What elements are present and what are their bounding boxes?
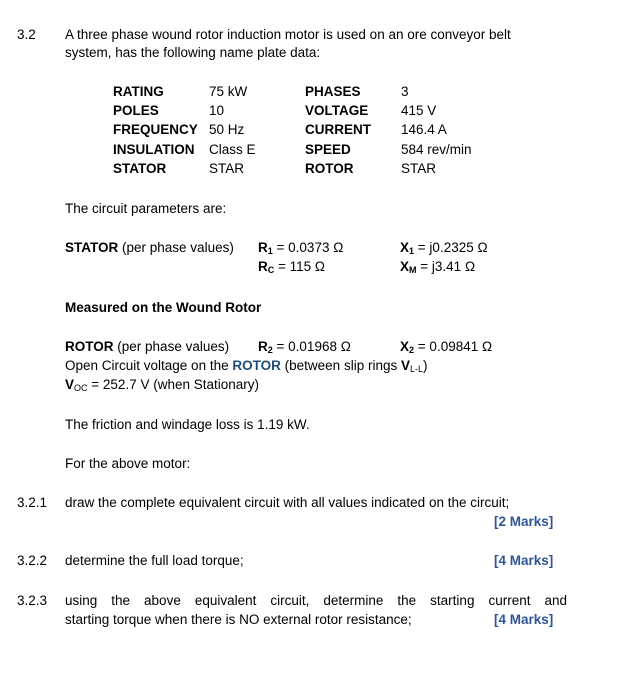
r2-symbol: R	[258, 339, 268, 354]
nameplate-label: SPEED	[305, 142, 351, 157]
ocv-text-2: (between slip rings	[284, 358, 398, 373]
nameplate-value: 50 Hz	[209, 122, 245, 137]
x1-value: = j0.2325 Ω	[417, 240, 488, 255]
nameplate-value: STAR	[401, 161, 437, 176]
nameplate-label: CURRENT	[305, 122, 371, 137]
r1-value: = 0.0373 Ω	[276, 240, 344, 255]
vll-close: )	[423, 358, 428, 373]
nameplate-label: ROTOR	[305, 161, 354, 176]
nameplate-value: 10	[209, 103, 225, 118]
nameplate-value: 584 rev/min	[401, 142, 472, 157]
x2-value: = 0.09841 Ω	[417, 339, 493, 354]
vll-subscript: L-L	[410, 364, 424, 374]
question-number: 3.2.1	[17, 495, 48, 510]
x2-subscript: 2	[409, 345, 415, 355]
rc-subscript: C	[267, 265, 275, 275]
rotor-note: (per phase values)	[117, 339, 230, 354]
xm-value: = j3.41 Ω	[420, 259, 476, 274]
r2-subscript: 2	[267, 345, 273, 355]
x1-param	[400, 240, 488, 256]
nameplate-label: STATOR	[113, 161, 167, 176]
rc-param	[258, 259, 325, 275]
section-number: 3.2	[17, 27, 36, 42]
nameplate-label: POLES	[113, 103, 159, 118]
for-motor-line: For the above motor:	[65, 456, 191, 471]
rc-value: = 115 Ω	[278, 259, 326, 274]
stator-note: (per phase values)	[122, 240, 234, 255]
question-text: determine the full load torque;	[65, 553, 244, 568]
voc-line	[65, 377, 259, 393]
nameplate-label: FREQUENCY	[113, 122, 198, 137]
rc-symbol: R	[258, 259, 268, 274]
voc-symbol: V	[65, 377, 75, 392]
x1-symbol: X	[400, 240, 410, 255]
voc-value: = 252.7 V (when Stationary)	[91, 377, 260, 392]
rotor-params-label	[65, 339, 229, 354]
question-text: draw the complete equivalent circuit with all values indicated on the circuit;	[65, 495, 510, 510]
rotor-heading: Measured on the Wound Rotor	[65, 300, 262, 315]
question-text: using the above equivalent circuit, determine the starting current and	[65, 593, 567, 608]
question-number: 3.2.3	[17, 593, 48, 608]
losses-line: The friction and windage loss is 1.19 kW.	[65, 417, 310, 432]
question-marks: [4 Marks]	[494, 612, 554, 627]
intro-line-2: system, has the following name plate data:	[65, 45, 321, 60]
nameplate-value: Class E	[209, 142, 256, 157]
r2-value: = 0.01968 Ω	[276, 339, 351, 354]
vll-symbol: V	[400, 358, 410, 373]
r1-subscript: 1	[267, 246, 273, 256]
circuit-heading: The circuit parameters are:	[65, 201, 227, 216]
x2-symbol: X	[400, 339, 410, 354]
ocv-text: Open Circuit voltage on the	[65, 358, 229, 373]
nameplate-label: RATING	[113, 84, 164, 99]
x1-subscript: 1	[409, 246, 415, 256]
rotor-label: ROTOR	[65, 339, 114, 354]
voc-subscript: OC	[74, 383, 88, 393]
nameplate-value: 3	[401, 84, 409, 99]
nameplate-value: 415 V	[401, 103, 437, 118]
x2-param	[400, 339, 492, 355]
r2-param	[258, 339, 351, 355]
open-circuit-line	[65, 358, 428, 374]
xm-subscript: M	[409, 265, 417, 275]
nameplate-value: STAR	[209, 161, 245, 176]
question-text-cont: starting torque when there is NO external rotor resistance;	[65, 612, 412, 627]
nameplate-label: PHASES	[305, 84, 361, 99]
r1-symbol: R	[258, 240, 268, 255]
nameplate-label: VOLTAGE	[305, 103, 369, 118]
nameplate-label: INSULATION	[113, 142, 195, 157]
xm-param	[400, 259, 475, 275]
question-marks: [4 Marks]	[494, 553, 554, 568]
nameplate-value: 75 kW	[209, 84, 248, 99]
nameplate-value: 146.4 A	[401, 122, 447, 137]
question-marks: [2 Marks]	[494, 514, 554, 529]
stator-label: STATOR	[65, 240, 119, 255]
ocv-rotor-word: ROTOR	[232, 358, 281, 373]
intro-line-1: A three phase wound rotor induction motor is used on an ore conveyor belt	[65, 27, 511, 42]
xm-symbol: X	[400, 259, 410, 274]
stator-params-label	[65, 240, 234, 255]
question-number: 3.2.2	[17, 553, 48, 568]
r1-param	[258, 240, 343, 256]
